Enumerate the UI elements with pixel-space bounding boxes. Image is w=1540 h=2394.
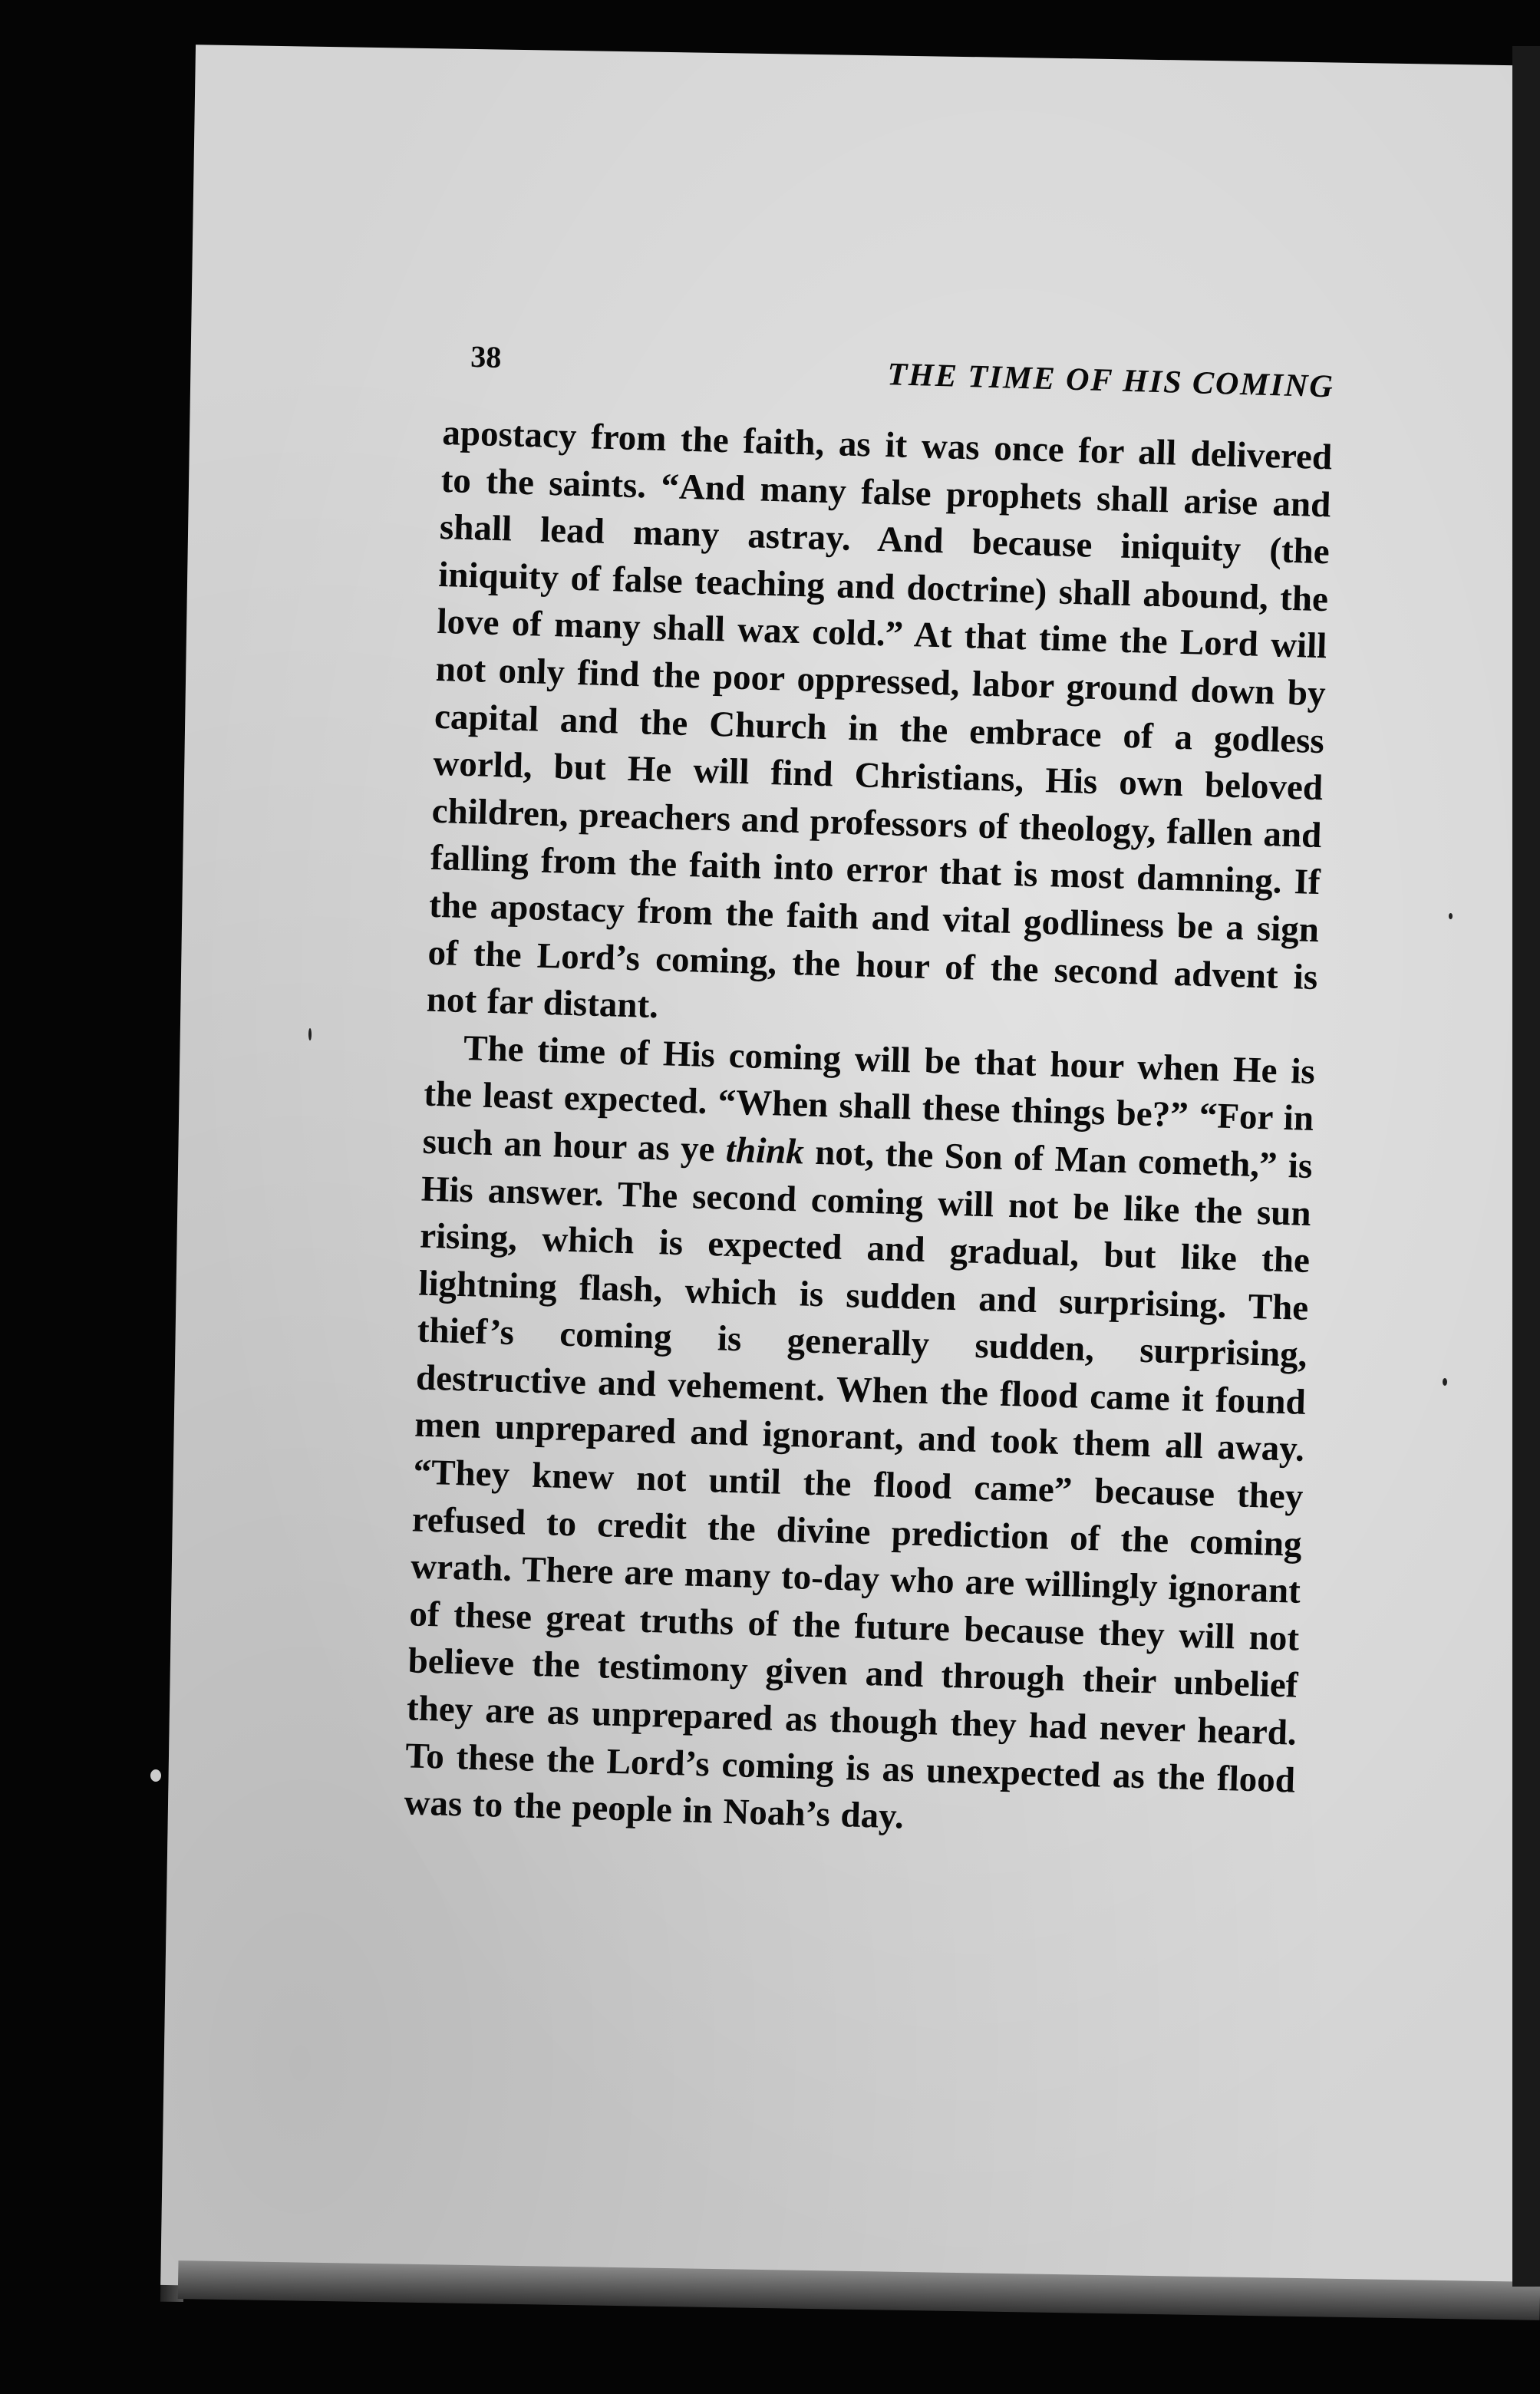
body-paragraph: apostacy from the faith, as it was once for all delivered to the saints. “And many false prophets shall arise and shall lead many astray. And because iniquity (the iniquity of false teaching and doctrine) shall abound, the love of many shall wax cold.” At that time the Lord will not only find the poor oppressed, labor ground down by capital and the Church in the embrace of a godless world, but He will find Christians, His own beloved children, preachers and professors of theology, fallen and falling from the faith into error that is most damning. If the apostacy from the faith and vital godliness be a sign of the Lord’s coming, the hour of the second advent is not far distant.	[426, 412, 1333, 1027]
body-paragraph	[404, 1024, 1316, 1852]
scan-speck	[308, 1028, 312, 1040]
page-number: 38	[470, 338, 502, 375]
running-head: THE TIME OF HIS COMING	[886, 357, 1335, 405]
page-text-block	[404, 338, 1335, 1852]
scan-speck	[1443, 1378, 1447, 1386]
paragraph-text: The time of His coming will be that hour when He is the least expected. “When shall these things be?” “For in such an hour as ye	[422, 1027, 1316, 1170]
scan-speck	[150, 1769, 161, 1782]
scan-speck	[1449, 913, 1453, 919]
paragraph-text: not, the Son of Man cometh,” is His answer. The second coming will not be like the sun rising, which is expected and gradual, but like the lightning flash, which is sudden and surprising. The thief’s coming is generally sudden, surprising, destructive and vehement. When the flood came it found men unprepared and ignorant, and took them all away. “They knew not until the flood came” because they refused to credit the divine prediction of the coming wrath. There are many to-day who are willingly ignorant of these great truths of the future because they will not believe the testimony given and through their unbelief they are as unprepared as though they had never heard. To these the Lord’s coming is as unexpected as the flood was to the people in Noah’s day.	[403, 1132, 1314, 1837]
next-page-edge	[1512, 46, 1540, 2287]
emphasized-word: think	[725, 1129, 805, 1172]
